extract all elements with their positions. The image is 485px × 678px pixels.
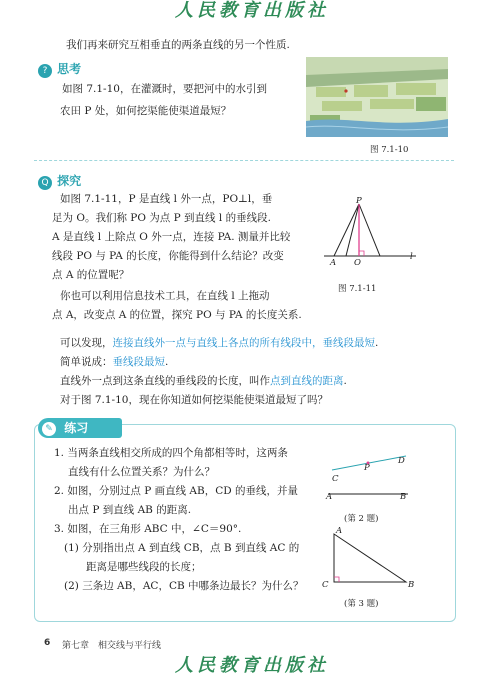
figure-7-1-10-caption: 图 7.1-10 [370,145,409,155]
fig711-label-l: l [410,252,413,262]
think-text-1: 如图 7.1-10，在灌溉时，要把河中的水引到 [62,83,267,95]
fig2-label-d: D [398,456,405,466]
figure-7-1-10-illustration [306,57,448,137]
question-3-line-2: (1) 分别指出点 A 到直线 CB，点 B 到直线 AC 的 [64,542,300,554]
explore-title: 探究 [57,174,82,188]
conclusion-line-3-suffix: . [343,375,347,387]
question-3-triangle [326,530,412,586]
fig2-label-c: C [332,474,339,484]
figure-7-1-11-caption: 图 7.1-11 [338,284,377,294]
exercise-header [38,418,122,438]
page-number: 6 [44,638,51,648]
explore-header [38,170,81,190]
conclusion-line-2-prefix: 简单说成： [60,356,113,368]
intro-line: 我们再来研究互相垂直的两条直线的另一个性质. [66,39,290,51]
exercise-title: 练习 [64,421,89,435]
publisher-logo-top: 人民教育出版社 [175,0,329,21]
conclusion-line-3 [60,372,460,391]
question-3-line-3: 距离是哪些线段的长度； [86,561,202,573]
explore-line-1: 如图 7.1-11，P 是直线 l 外一点，PO⊥l，垂 [60,193,273,205]
explore-paragraph [52,190,322,325]
publisher-logo-bottom: 人民教育出版社 [175,655,329,676]
think-title: 思考 [57,62,82,76]
key-statement: 连接直线外一点与直线上各点的所有线段中，垂线段最短 [112,337,375,349]
distance-term: 点到直线的距离 [270,375,344,387]
fig2-label-b: B [400,492,407,502]
question-3-line-4: (2) 三条边 AB，AC，CB 中哪条边最长？为什么？ [64,580,304,592]
fig711-label-o: O [354,258,361,268]
fig3-label-c: C [322,580,329,590]
fig3-label-b: B [408,580,415,590]
fig2-label-a: A [326,492,333,502]
conclusion-line-2-suffix: . [165,356,169,368]
question-1-line-2: 直线有什么位置关系？为什么？ [68,466,215,478]
short-statement: 垂线段最短 [112,356,165,368]
explore-line-5: 点 A 的位置呢？ [52,269,130,281]
think-text-2: 农田 P 处，如何挖渠能使渠道最短？ [60,105,232,117]
conclusion-line-2 [60,353,460,372]
explore-line-4: 线段 PO 与 PA 的长度，你能得到什么结论？改变 [52,250,284,262]
question-2-line-1: 2. 如图，分别过点 P 画直线 AB，CD 的垂线，并量 [54,485,299,497]
explore-line-6: 你也可以利用信息技术工具，在直线 l 上拖动 [60,290,270,302]
explore-line-3: A 是直线 l 上除点 O 外一点，连接 PA. 测量并比较 [52,231,291,243]
question-1-line-1: 1. 当两条直线相交所成的四个角都相等时，这两条 [54,447,288,459]
fig2-label-p: P [364,463,370,473]
exercise-questions [54,444,324,596]
fig711-label-p: P [356,196,362,206]
conclusion-line-1 [60,334,460,353]
explore-search-icon: Q [38,176,52,190]
conclusion-line-4: 对于图 7.1-10，现在你知道如何挖渠能使渠道最短了吗？ [60,394,328,406]
conclusion-block [60,334,460,410]
figure-question-2-caption: (第 2 题) [344,514,379,524]
think-question-icon: ? [38,64,52,78]
conclusion-line-3-prefix: 直线外一点到这条直线的垂线段的长度，叫作 [60,375,270,387]
fig3-label-a: A [336,526,343,536]
conclusion-line-1-suffix: . [375,337,379,349]
question-3-line-1: 3. 如图，在三角形 ABC 中，∠C＝90°. [54,523,242,535]
section-divider [34,160,454,162]
fig711-label-a: A [330,258,337,268]
question-2-line-2: 出点 P 到直线 AB 的距离. [68,504,192,516]
figure-question-3-caption: (第 3 题) [344,599,379,609]
chapter-title: 第七章 相交线与平行线 [62,641,162,651]
explore-line-2: 足为 O。我们称 PO 为点 P 到直线 l 的垂线段. [52,212,271,224]
conclusion-line-1-prefix: 可以发现， [60,337,113,349]
pencil-icon: ✎ [42,422,56,436]
think-header [38,58,81,78]
explore-line-7: 点 A，改变点 A 的位置，探究 PO 与 PA 的长度关系. [52,309,302,321]
